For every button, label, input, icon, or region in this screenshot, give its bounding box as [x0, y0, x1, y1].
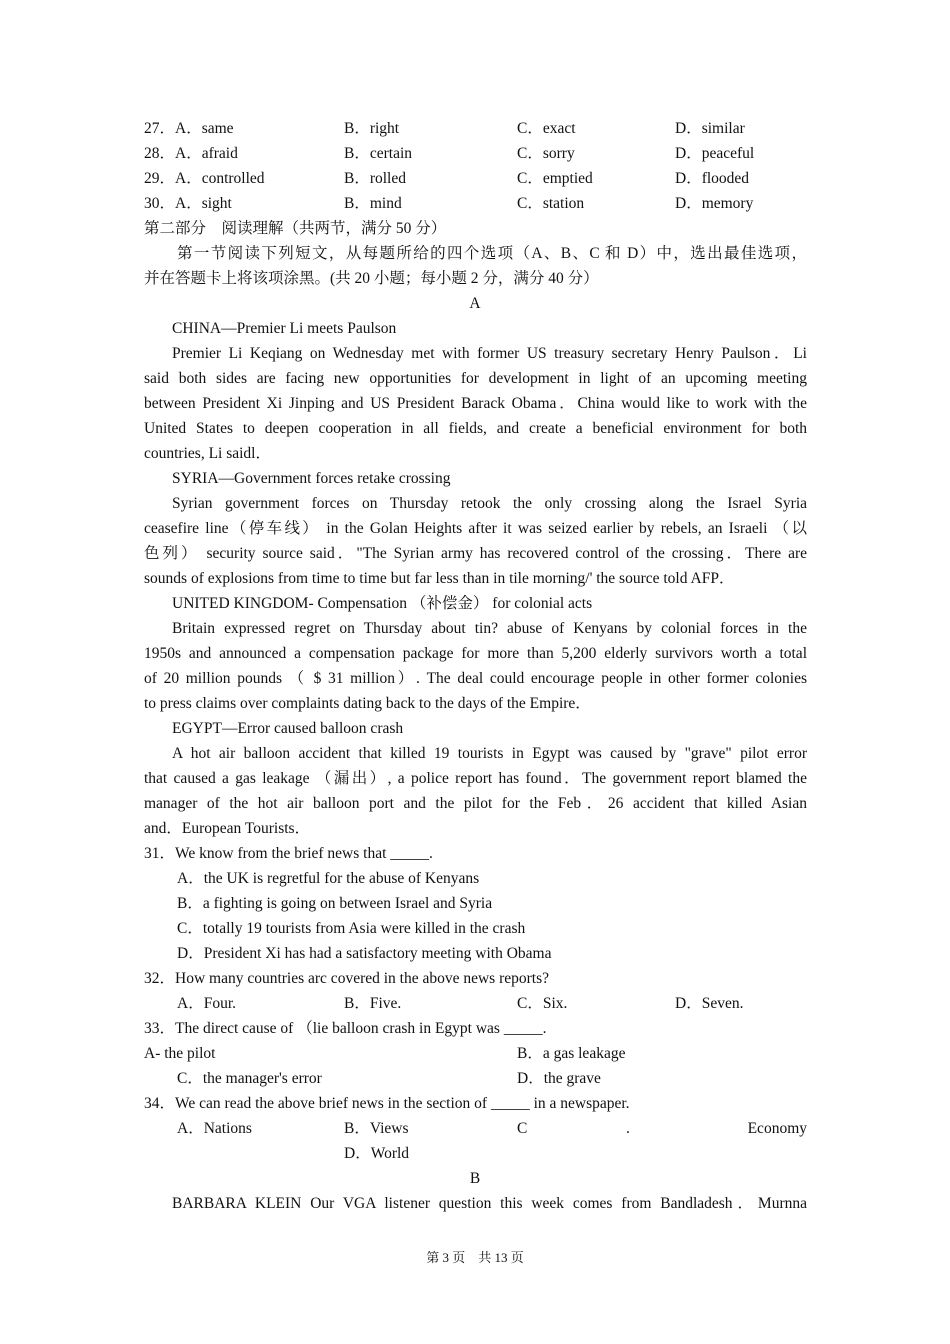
question-34-option-b: B．Views	[344, 1120, 409, 1137]
news-egypt-line: that caused a gas leakage （漏出）, a police report has found．The government report blamed the	[144, 770, 807, 787]
question-31-stem: 31．We know from the brief news that _____.	[144, 845, 433, 862]
option-28d: D．peaceful	[675, 145, 755, 162]
option-30c: C．station	[517, 195, 585, 212]
news-uk-line: of 20 million pounds （ $ 31 million）. The deal could encourage people in other former colonies	[144, 670, 807, 687]
news-syria-title: SYRIA—Government forces retake crossing	[172, 470, 451, 487]
option-28b: B．certain	[344, 145, 413, 162]
question-32-option-c: C．Six.	[517, 995, 568, 1012]
news-uk-title: UNITED KINGDOM- Compensation （补偿金） for colonial acts	[172, 595, 593, 612]
news-uk-line: to press claims over complaints dating back to the days of the Empire．	[144, 695, 591, 712]
news-china-line: United States to deepen cooperation in all fields, and create a beneficial environment for both	[144, 420, 807, 437]
cloze-row-28	[144, 141, 807, 166]
question-31-option-c: C．totally 19 tourists from Asia were killed in the crash	[177, 920, 526, 937]
news-china-line: between President Xi Jinping and US President Barack Obama．China would like to work with the	[144, 395, 807, 412]
news-uk-line: Britain expressed regret on Thursday about tin? abuse of Kenyans by colonial forces in the	[172, 620, 807, 637]
option-30a: 30．A．sight	[144, 195, 232, 212]
news-uk-line: 1950s and announced a compensation package for more than 5,200 elderly survivors worth a total	[144, 645, 807, 662]
news-china-title: CHINA—Premier Li meets Paulson	[172, 320, 397, 337]
part2-instruction-line2: 并在答题卡上将该项涂黑。(共 20 小题；每小题 2 分，满分 40 分）	[144, 270, 599, 287]
question-33-option-d: D．the grave	[517, 1070, 601, 1087]
news-syria-line: 色列） security source said．"The Syrian army has recovered control of the crossing．There are	[144, 545, 807, 562]
news-egypt-title: EGYPT—Error caused balloon crash	[172, 720, 404, 737]
question-32-option-d: D．Seven.	[675, 995, 744, 1012]
question-34-option-d: D．World	[344, 1145, 410, 1162]
option-27c: C．exact	[517, 120, 576, 137]
question-33-options-row2	[144, 1066, 807, 1091]
question-34-stem: 34．We can read the above brief news in the section of _____ in a newspaper.	[144, 1095, 630, 1112]
option-28a: 28．A．afraid	[144, 145, 238, 162]
option-27d: D．similar	[675, 120, 745, 137]
option-30d: D．memory	[675, 195, 754, 212]
question-31-option-d: D．President Xi has had a satisfactory meeting with Obama	[177, 945, 552, 962]
question-32-stem: 32．How many countries arc covered in the above news reports?	[144, 970, 550, 987]
passage-a-label: A	[469, 295, 481, 312]
question-32-options	[177, 991, 807, 1016]
option-29b: B．rolled	[344, 170, 406, 187]
question-33-option-a: A- the pilot	[144, 1045, 216, 1062]
news-syria-line: ceasefire line（停车线） in the Golan Heights after it was seized earlier by rebels, an Israeli （以	[144, 520, 807, 537]
question-34-option-c-letter: C	[517, 1120, 528, 1137]
news-syria-line: sounds of explosions from time to time but far less than in tile morning/' the source told AFP．	[144, 570, 735, 587]
question-33-option-c: C．the manager's error	[177, 1070, 322, 1087]
cloze-row-30	[144, 191, 807, 216]
question-34-option-a: A．Nations	[177, 1120, 252, 1137]
news-egypt-line: and．European Tourists．	[144, 820, 311, 837]
news-syria-line: Syrian government forces on Thursday retook the only crossing along the Israel Syria	[172, 495, 807, 512]
news-egypt-line: A hot air balloon accident that killed 19 tourists in Egypt was caused by "grave" pilot error	[172, 745, 807, 762]
question-32-option-b: B．Five.	[344, 995, 402, 1012]
option-27a: 27．A．same	[144, 120, 234, 137]
question-33-stem: 33．The direct cause of （lie balloon crash in Egypt was _____.	[144, 1020, 547, 1037]
passage-b-label: B	[469, 1170, 481, 1187]
option-29d: D．flooded	[675, 170, 750, 187]
question-34-options-row1	[177, 1116, 807, 1141]
part2-instruction-line1: 第一节阅读下列短文，从每题所给的四个选项（A、B、C 和 D）中，选出最佳选项，	[177, 245, 807, 262]
question-31-option-a: A．the UK is regretful for the abuse of Kenyans	[177, 870, 480, 887]
option-30b: B．mind	[344, 195, 402, 212]
cloze-row-29	[144, 166, 807, 191]
option-29a: 29．A．controlled	[144, 170, 265, 187]
part2-heading: 第二部分 阅读理解（共两节，满分 50 分）	[144, 220, 447, 237]
question-34-options-row2	[177, 1141, 807, 1166]
question-32-option-a: A．Four.	[177, 995, 236, 1012]
option-29c: C．emptied	[517, 170, 593, 187]
news-egypt-line: manager of the hot air balloon port and the pilot for the Feb．26 accident that killed Asian	[144, 795, 807, 812]
news-china-line: Premier Li Keqiang on Wednesday met with former US treasury secretary Henry Paulson．Li	[172, 345, 807, 362]
news-china-line: said both sides are facing new opportunities for development in light of an upcoming meeting	[144, 370, 807, 387]
question-34-option-c-dot: .	[626, 1120, 630, 1137]
cloze-row-27	[144, 116, 807, 141]
page-footer: 第 3 页 共 13 页	[426, 1250, 524, 1265]
question-34-option-c-word: Economy	[747, 1120, 807, 1137]
question-33-options-row1	[144, 1041, 807, 1066]
passage-b-first-line: BARBARA KLEIN Our VGA listener question this week comes from Bandladesh．Murnna	[172, 1195, 807, 1212]
news-china-line: countries, Li saidl．	[144, 445, 271, 462]
option-27b: B．right	[344, 120, 400, 137]
question-31-option-b: B．a fighting is going on between Israel and Syria	[177, 895, 493, 912]
option-28c: C．sorry	[517, 145, 575, 162]
question-33-option-b: B．a gas leakage	[517, 1045, 626, 1062]
